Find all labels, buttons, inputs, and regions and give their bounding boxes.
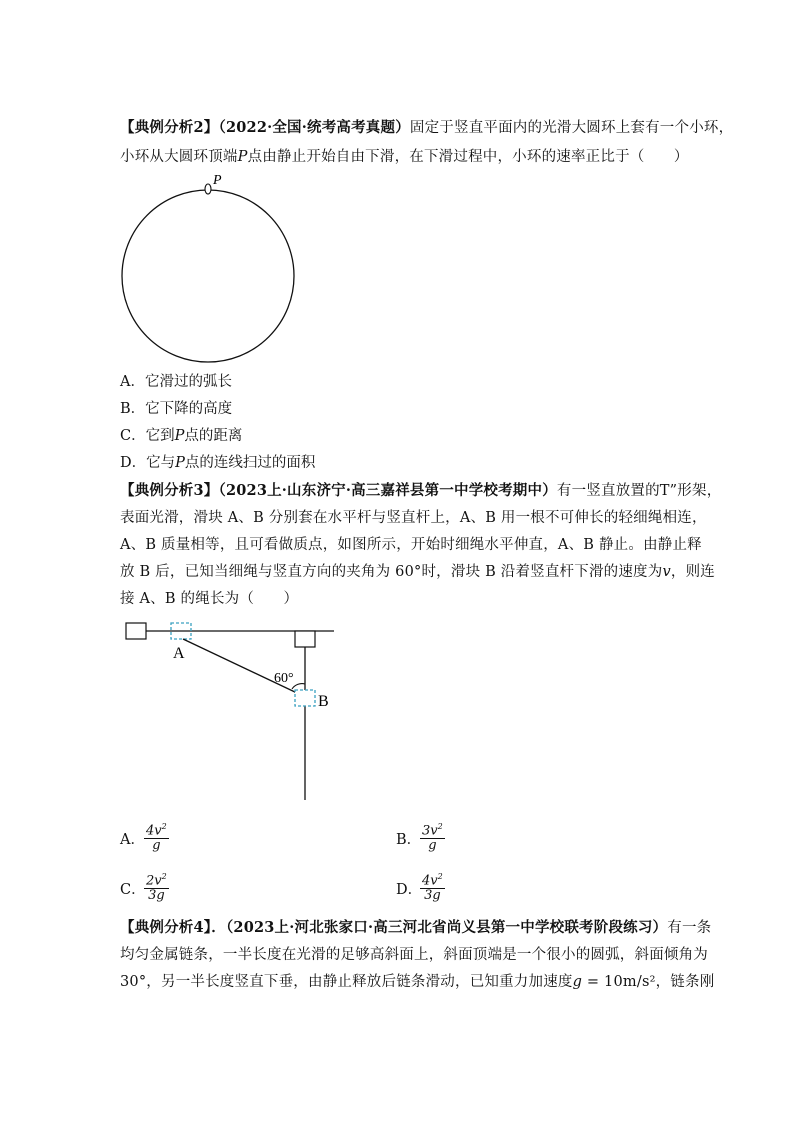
q3-fraction-c: $\frac{2v^2}{3g}$ <box>146 872 167 904</box>
q3-line-4: 放 B 后，已知当细绳与竖直方向的夹角为 60°时，滑块 B 沿着竖直杆下滑的速度为v，则连 <box>120 564 715 580</box>
q2-option-c[interactable]: C．它到P点的距离 <box>120 428 243 444</box>
q3-fraction-a: $\frac{4v^2}{g}$ <box>146 822 167 854</box>
q2-option-d[interactable]: D．它与P点的连线扫过的面积 <box>120 455 316 471</box>
top-block <box>295 631 315 647</box>
q2-option-a[interactable]: A．它滑过的弧长 <box>120 374 232 390</box>
q2-option-b[interactable]: B．它下降的高度 <box>120 401 233 417</box>
label-angle: 60° <box>274 671 294 686</box>
q3-fraction-b: $\frac{3v^2}{g}$ <box>422 822 443 854</box>
exam-page: 【典例分析2】（2022·全国·统考高考真题）固定于竖直平面内的光滑大圆环上套有一个小环， 小环从大圆环顶端P点由静止开始自由下滑，在下滑过程中，小环的速率正比于（ ） P A．它滑过的弧长 B．它下降的高度 C．它到P点的距离 D．它与P点的连线扫过的面积 【典例分析3】（2023上·山东济宁·高三嘉祥县第一中学校考期中）有一竖直放置的T”形架， 表面光滑，滑块 A、B 分别套在水平杆与竖直杆上，A、B 用一根不可伸长的轻细绳相连， A、B 质量相等，且可看做质点，如图所示，开始时细绳水平伸直，A、B 静止。由静止释 放 B 后，已知当细绳与竖直方向的夹角为 60°时，滑块 B 沿着竖直杆下滑的速度为v，则连 接 A、B 的绳长为（ ） A B 60° A． $\frac{4v^2}{g}$ B． $\frac{3v^2}{g}$ C． $\frac{2v^2}{3g}$ D． $\frac{4v^2}{3g}$ 【典例分析4】．（2023上·河北张家口·高三河北省尚义县第一中学校联考阶段练习）有一条 均匀金属链条，一半长度在光滑的足够高斜面上，斜面顶端是一个很小的圆弧，斜面倾角为 30°，另一半长度竖直下垂，由静止释放后链条滑动，已知重力加速度g = 10m/s²，链条刚 <box>0 0 794 1123</box>
q3-fraction-d: $\frac{4v^2}{3g}$ <box>422 872 443 904</box>
left-block <box>126 623 146 639</box>
q2-tag: 【典例分析2】 <box>120 119 219 136</box>
q3-line-5: 接 A、B 的绳长为（ ） <box>120 591 299 607</box>
q2-stem-1: 固定于竖直平面内的光滑大圆环上套有一个小环， <box>409 120 734 136</box>
q4-line-3: 30°，另一半长度竖直下垂，由静止释放后链条滑动，已知重力加速度g = 10m/s²，链条刚 <box>120 974 715 990</box>
q4-line-1: 【典例分析4】．（2023上·河北张家口·高三河北省尚义县第一中学校联考阶段练习）有一条 <box>120 919 712 936</box>
q3-line-1: 【典例分析3】（2023上·山东济宁·高三嘉祥县第一中学校考期中）有一竖直放置的T”形架， <box>120 482 722 499</box>
label-P: P <box>213 173 222 188</box>
q3-line-3: A、B 质量相等，且可看做质点，如图所示，开始时细绳水平伸直，A、B 静止。由静止释 <box>120 537 702 553</box>
q3-line-2: 表面光滑，滑块 A、B 分别套在水平杆与竖直杆上，A、B 用一根不可伸长的轻细绳相连， <box>120 510 707 526</box>
q4-line-2: 均匀金属链条，一半长度在光滑的足够高斜面上，斜面顶端是一个很小的圆弧，斜面倾角为 <box>120 947 708 963</box>
label-B: B <box>318 693 329 710</box>
angle-arc <box>292 684 305 689</box>
slider-B <box>295 690 315 706</box>
q2-source: （2022·全国·统考高考真题） <box>218 119 410 136</box>
q2-line-2: 小环从大圆环顶端P点由静止开始自由下滑，在下滑过程中，小环的速率正比于（ ） <box>120 149 689 165</box>
label-A: A <box>173 645 185 662</box>
